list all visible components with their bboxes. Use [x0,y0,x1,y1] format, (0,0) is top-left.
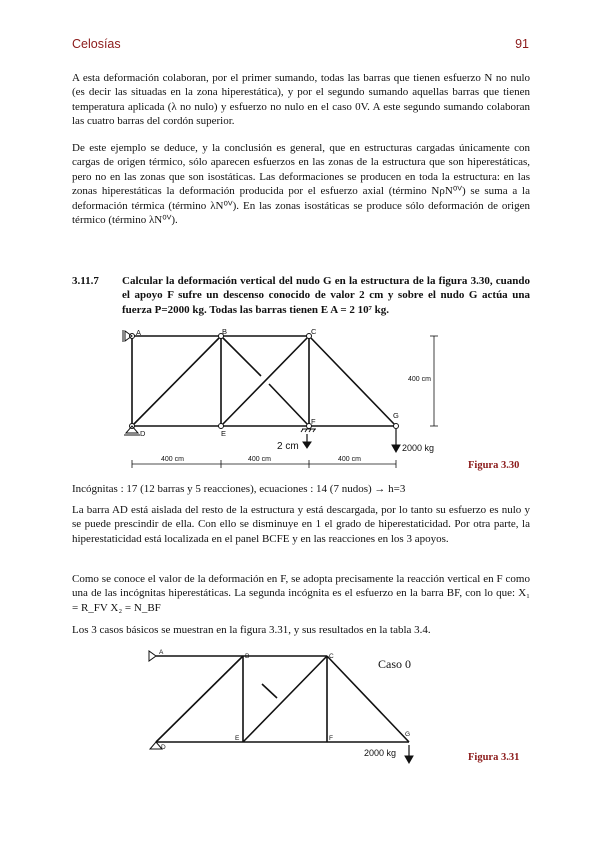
running-header-title: Celosías [72,37,121,51]
bar-BD [132,336,221,426]
dim-label-2: 400 cm [248,456,271,463]
settlement-label: 2 cm [277,441,299,452]
node-label-C: C [329,653,334,660]
section-statement: Calcular la deformación vertical del nudo G en la estructura de la figura 3.30, cuando el apoyo F sufre un descenso conocido de valor 2 cm y sobre el nudo G actúa una fuerza P=2000 kg. Todas las barras tienen E A = 2 10⁷ kg. [122,275,530,316]
support-F-icon [301,429,316,432]
node-label-F: F [311,417,316,426]
bar-BF-cut [262,684,277,698]
section-number: 3.11.7 [72,275,99,287]
node-label-E: E [235,735,240,742]
node-label-D: D [140,429,146,438]
height-label: 400 cm [408,376,431,383]
support-A-icon [149,651,156,661]
figure-3-31 [146,646,426,764]
figure-3-30-caption: Figura 3.30 [468,460,520,471]
incognitas-line: Incógnitas : 17 (12 barras y 5 reacciones), ecuaciones : 14 (7 nudos) → h=3 [72,483,406,495]
node-label-G: G [405,731,411,738]
node-label-A: A [159,649,164,656]
bar-BF-a [221,336,261,376]
node-label-B: B [245,653,250,660]
node-label-B: B [222,327,228,336]
section-3-11-7 [72,274,530,317]
figure-3-30 [118,326,448,474]
paragraph-2: De este ejemplo se deduce, y la conclusión es general, que en estructuras cargadas únicamente con cargas de origen térmico, sólo aparecen esfuerzos en las zonas de la estructura que son hiperestáticas, pero no en las zonas que son isostáticas. Las deformaciones se producen en toda la estructura: en las zonas hiperestáticas la deformación producida por el esfuerzo axial (término NρN⁰ⱽ) se suma a la deformación térmica (término λN⁰ⱽ). En las zonas isostáticas se produce sólo deformación de origen térmico (término λN⁰ⱽ). [72,142,530,227]
bar-CG [309,336,396,426]
node-label-G: G [393,411,399,420]
dim-label-1: 400 cm [161,456,184,463]
node-label-A: A [136,328,142,337]
node-label-E: E [221,429,227,438]
load-arrow-icon [392,429,400,452]
dim-label-3: 400 cm [338,456,361,463]
paragraph-4: Como se conoce el valor de la deformación en F, se adopta precisamente la reacción vertical en F como una de las incógnitas hiperestáticas. La segunda incógnita es el esfuerzo en la barra BF, con lo que: X₁ = R_FV X₂ = N_BF [72,573,530,614]
paragraph-5: Los 3 casos básicos se muestran en la figura 3.31, y sus resultados en la tabla 3.4. [72,624,431,636]
node-label-D: D [161,744,166,751]
paragraph-3: La barra AD está aislada del resto de la estructura y está descargada, por lo tanto su esfuerzo es nulo y se puede prescindir de ella. Con ello se disminuye en 1 el grado de hiperestaticidad. Por otra parte, la hiperestaticidad está localizada en el panel BCFE y en las reacciones en los 3 apoyos. [72,504,530,545]
load-label: 2000 kg [364,748,397,758]
height-dimension [430,336,438,426]
node-label-F: F [329,735,333,742]
load-label: 2000 kg [402,443,435,453]
settlement-arrow-icon [303,434,311,448]
case-label: Caso 0 [378,657,411,671]
bar-BF-b [269,384,309,426]
node-label-C: C [311,327,317,336]
bar-CE [243,656,327,742]
figure-3-31-caption: Figura 3.31 [468,752,520,763]
load-arrow-icon [405,745,413,763]
bar-BD [156,656,243,742]
paragraph-1: A esta deformación colaboran, por el primer sumando, todas las barras que tienen esfuerzo N no nulo (es decir las situadas en la zona hiperestática), y por el segundo sumando aquellas barras que tienen temperatura aplicada (λ no nulo) y esfuerzo no nulo en el caso 0V. A este segundo sumando colaboran las cuatro barras del cordón superior. [72,72,530,128]
page-number: 91 [515,37,529,51]
